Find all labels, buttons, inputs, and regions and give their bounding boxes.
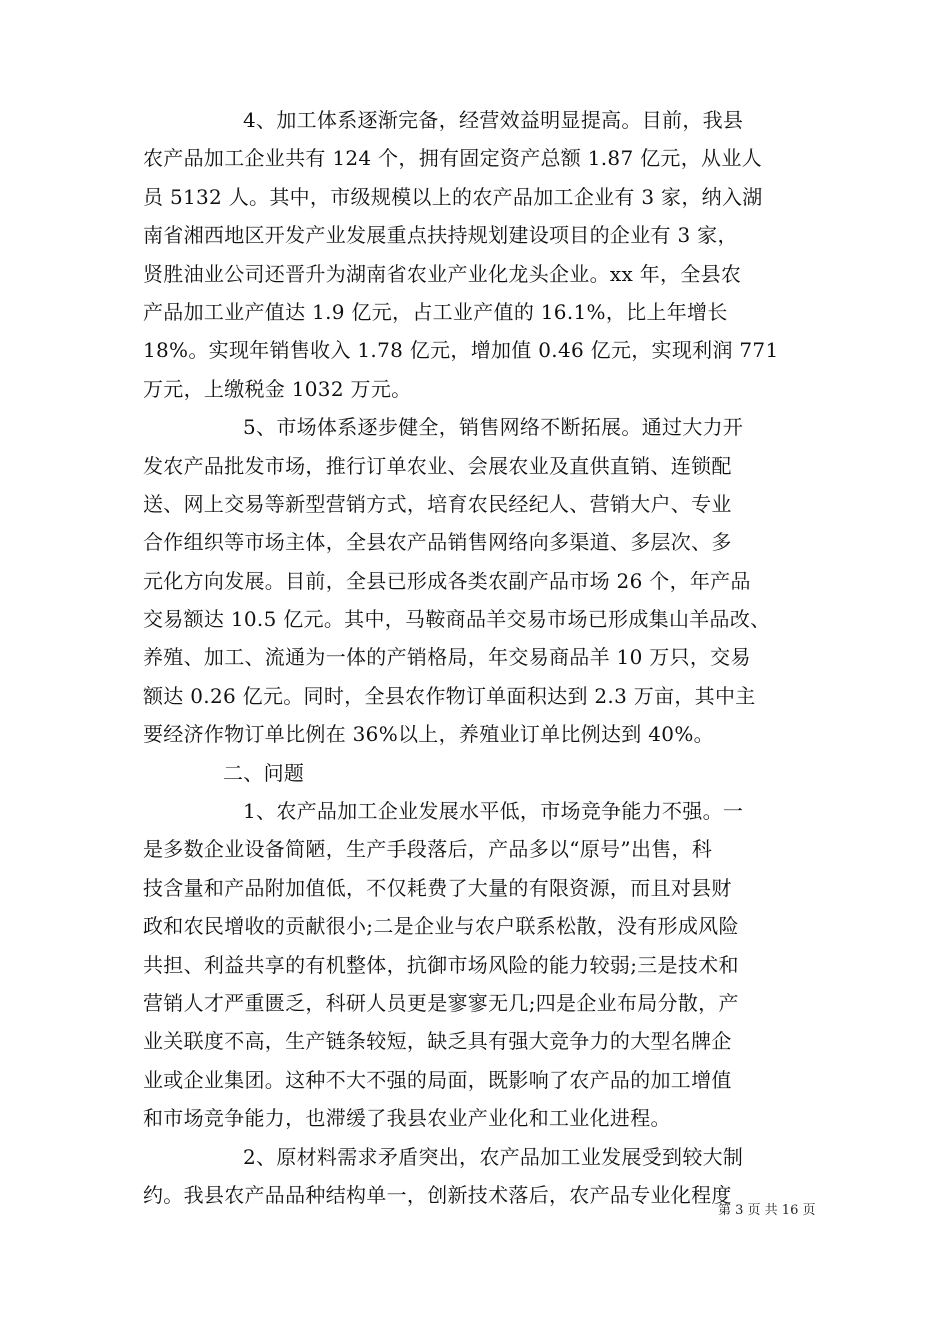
text-line: 4、加工体系逐渐完备，经营效益明显提高。目前，我县 xyxy=(243,108,744,132)
text-line: 万元，上缴税金 1032 万元。 xyxy=(143,376,412,401)
page-indicator: 第 3 页 共 16 页 xyxy=(718,1203,816,1218)
text-line: 贤胜油业公司还晋升为湖南省农业产业化龙头企业。xx 年，全县农 xyxy=(143,261,742,286)
text-line: 技含量和产品附加值低，不仅耗费了大量的有限资源，而且对县财 xyxy=(143,875,732,900)
paragraph-processing-system xyxy=(143,101,813,408)
text-line: 是多数企业设备简陋，生产手段落后，产品多以“原号”出售，科 xyxy=(143,837,713,862)
section-heading-problems xyxy=(143,754,813,792)
text-line: 约。我县农产品品种结构单一，创新技术落后，农产品专业化程度 xyxy=(143,1182,732,1207)
section-heading: 二、问题 xyxy=(223,760,305,785)
text-line: 要经济作物订单比例在 36%以上，养殖业订单比例达到 40%。 xyxy=(143,722,714,747)
text-line: 共担、利益共享的有机整体，抗御市场风险的能力较弱;三是技术和 xyxy=(143,952,739,977)
text-line: 业或企业集团。这种不大不强的局面，既影响了农产品的加工增值 xyxy=(143,1067,732,1092)
text-line: 产品加工业产值达 1.9 亿元，占工业产值的 16.1%，比上年增长 xyxy=(143,299,728,324)
paragraph-problem-1 xyxy=(143,792,813,1138)
text-line: 农产品加工企业共有 124 个，拥有固定资产总额 1.87 亿元，从业人 xyxy=(143,146,762,171)
text-line: 养殖、加工、流通为一体的产销格局，年交易商品羊 10 万只，交易 xyxy=(143,645,751,670)
text-line: 5、市场体系逐步健全，销售网络不断拓展。通过大力开 xyxy=(243,415,744,440)
text-line: 交易额达 10.5 亿元。其中，马鞍商品羊交易市场已形成集山羊品改、 xyxy=(143,607,771,632)
text-line: 营销人才严重匮乏，科研人员更是寥寥无几;四是企业布局分散，产 xyxy=(143,990,739,1015)
text-line: 合作组织等市场主体，全县农产品销售网络向多渠道、多层次、多 xyxy=(143,530,732,555)
text-line: 送、网上交易等新型营销方式，培育农民经纪人、营销大户、专业 xyxy=(143,491,732,516)
text-line: 南省湘西地区开发产业发展重点扶持规划建设项目的企业有 3 家， xyxy=(143,223,738,248)
text-line: 员 5132 人。其中，市级规模以上的农产品加工企业有 3 家，纳入湖 xyxy=(143,184,763,209)
paragraph-problem-2 xyxy=(143,1138,813,1215)
text-line: 1、农产品加工企业发展水平低，市场竞争能力不强。一 xyxy=(243,799,744,824)
text-line: 政和农民增收的贡献很小;二是企业与农户联系松散，没有形成风险 xyxy=(143,914,739,939)
text-line: 额达 0.26 亿元。同时，全县农作物订单面积达到 2.3 万亩，其中主 xyxy=(143,683,756,708)
paragraph-market-system xyxy=(143,408,813,754)
text-line: 和市场竞争能力，也滞缓了我县农业产业化和工业化进程。 xyxy=(143,1106,671,1131)
text-line: 元化方向发展。目前，全县已形成各类农副产品市场 26 个，年产品 xyxy=(143,568,751,593)
text-line: 发农产品批发市场，推行订单农业、会展农业及直供直销、连锁配 xyxy=(143,453,732,478)
document-body xyxy=(143,101,813,1214)
text-line: 18%。实现年销售收入 1.78 亿元，增加值 0.46 亿元，实现利润 771 xyxy=(143,338,779,363)
text-line: 2、原材料需求矛盾突出，农产品加工业发展受到较大制 xyxy=(243,1144,744,1169)
text-line: 业关联度不高，生产链条较短，缺乏具有强大竞争力的大型名牌企 xyxy=(143,1029,732,1054)
